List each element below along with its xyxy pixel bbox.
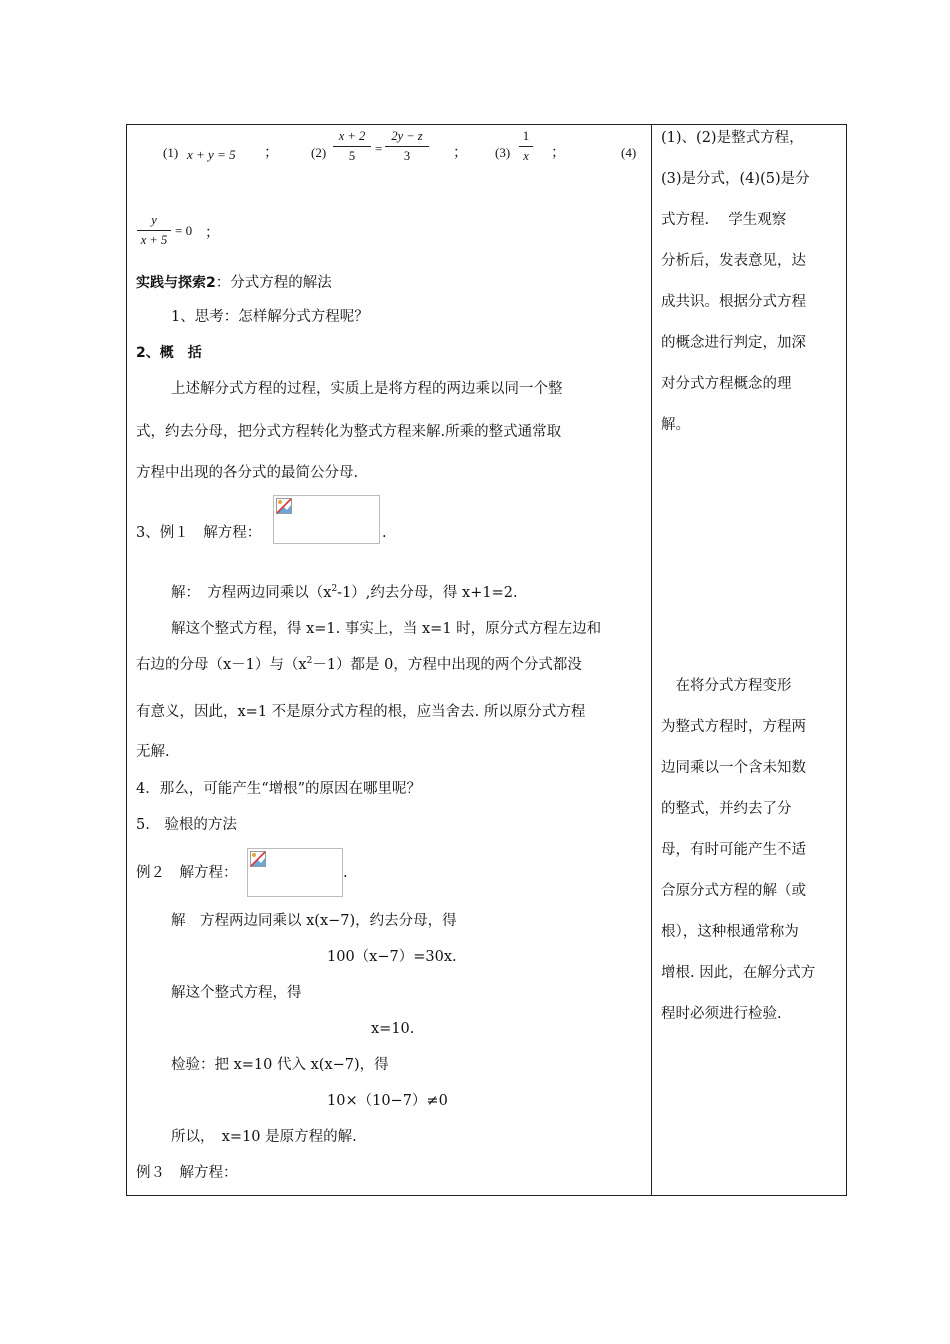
explore-subtitle: ：分式方程的解法: [215, 275, 332, 291]
solution-2-result: x=10.: [371, 1021, 415, 1037]
solution-text: －1）都是 0，方程中出现的两个分式都没: [312, 657, 582, 673]
solution-2-line-2: 解这个整式方程，得: [171, 985, 302, 1001]
lesson-table: [126, 124, 847, 1196]
note-line: 的整式，并约去了分: [661, 801, 792, 817]
solution-1-line-3: [136, 655, 582, 675]
check-line-3: 所以， x=10 是原方程的解.: [171, 1129, 357, 1145]
equation-image-placeholder: [273, 495, 380, 544]
eq4-fraction: [137, 213, 171, 248]
eq-separator: ；: [264, 145, 279, 161]
note-line: 为整式方程时，方程两: [661, 719, 806, 735]
note-line: 根），这种根通常称为: [661, 924, 799, 940]
fraction-denominator: 3: [403, 149, 411, 163]
summary-line-3: 方程中出现的各分式的最简公分母.: [136, 465, 359, 481]
eq3-fraction: [519, 129, 533, 164]
solution-text: 解： 方程两边同乘以（x: [171, 585, 332, 601]
eq-separator: ；: [453, 145, 468, 161]
note-line: 合原分式方程的解（或: [661, 883, 806, 899]
superscript: 2: [306, 656, 313, 667]
solution-text: 右边的分母（x－1）与（x: [136, 657, 307, 673]
eq1-label: (1): [163, 145, 179, 160]
note-line: 式方程. 学生观察: [661, 212, 787, 228]
summary-line-1: 上述解分式方程的过程，实质上是将方程的两边乘以同一个整: [171, 381, 563, 397]
superscript: 2: [331, 584, 338, 595]
fraction-numerator: 2y − z: [391, 129, 423, 143]
solution-2-equation: 100（x−7）=30x.: [327, 949, 457, 965]
teaching-note-1: [661, 118, 810, 446]
note-line: 成共识。根据分式方程: [661, 294, 806, 310]
example-1-label: 3、例１ 解方程：: [136, 525, 262, 541]
think-question: 1、思考：怎样解分式方程呢？: [171, 309, 369, 325]
fraction-denominator: x: [523, 149, 529, 163]
fraction-numerator: x + 2: [338, 129, 366, 143]
solution-1-line-4: 有意义，因此，x=1 不是原分式方程的根，应当舍去. 所以原分式方程: [136, 704, 586, 720]
fraction-numerator: y: [151, 213, 157, 227]
solution-1-line-2: 解这个整式方程，得 x=1. 事实上，当 x=1 时，原分式方程左边和: [171, 621, 602, 637]
question-5: 5. 验根的方法: [136, 817, 237, 833]
solution-2-line-1: 解 方程两边同乘以 x(x−7)，约去分母，得: [171, 913, 457, 929]
eq1: x + y = 5: [187, 147, 236, 162]
eq2-lhs-fraction: [333, 129, 371, 164]
note-line: 在将分式方程变形: [661, 678, 792, 694]
note-line: 母，有时可能产生不适: [661, 842, 806, 858]
eq2-label: (2): [311, 145, 327, 160]
note-line: 边同乘以一个含未知数: [661, 760, 806, 776]
question-4: 4．那么，可能产生“增根”的原因在哪里呢？: [136, 781, 422, 797]
eq2-equals: =: [375, 141, 383, 156]
check-line-1: 检验：把 x=10 代入 x(x−7)，得: [171, 1057, 389, 1073]
example-3-label: 例３ 解方程：: [136, 1165, 238, 1181]
summary-line-2: 式，约去分母，把分式方程转化为整式方程来解.所乘的整式通常取: [136, 424, 562, 440]
solution-1-line-1: [171, 583, 518, 603]
check-line-2: 10×（10−7）≠0: [327, 1093, 448, 1109]
explore-heading: [136, 273, 332, 293]
eq2-rhs-fraction: [385, 129, 429, 164]
note-line: (3)是分式，(4)(5)是分: [661, 171, 810, 187]
note-line: 增根. 因此，在解分式方: [661, 965, 816, 981]
column-divider: [651, 125, 652, 1195]
solution-1-line-5: 无解.: [136, 744, 170, 760]
example-2-label: 例２ 解方程：: [136, 865, 238, 881]
explore-title: 实践与探索2: [136, 275, 216, 291]
example-2-period: .: [343, 865, 348, 881]
broken-image-icon: [250, 851, 266, 867]
note-line: 的概念进行判定，加深: [661, 335, 806, 351]
fraction-denominator: x + 5: [140, 233, 168, 247]
note-line: 解。: [661, 417, 690, 433]
eq4-label: (4): [621, 145, 637, 160]
teaching-note-2: [661, 666, 815, 1035]
eq-separator: ；: [205, 225, 220, 241]
note-line: 程时必须进行检验.: [661, 1006, 782, 1022]
note-line: 对分式方程概念的理: [661, 376, 792, 392]
note-line: (1)、(2)是整式方程，: [661, 130, 804, 146]
note-line: 分析后，发表意见，达: [661, 253, 806, 269]
solution-text: -1）,约去分母，得 x+1=2.: [337, 585, 518, 601]
eq3-label: (3): [495, 145, 511, 160]
example-1-period: .: [382, 525, 387, 541]
eq-separator: ；: [551, 145, 566, 161]
summary-title: 2、概 括: [136, 345, 202, 361]
fraction-denominator: 5: [348, 149, 356, 163]
broken-image-icon: [276, 498, 292, 514]
fraction-numerator: 1: [522, 129, 530, 143]
eq4-rhs: = 0: [175, 223, 193, 238]
equation-image-placeholder: [247, 848, 343, 897]
